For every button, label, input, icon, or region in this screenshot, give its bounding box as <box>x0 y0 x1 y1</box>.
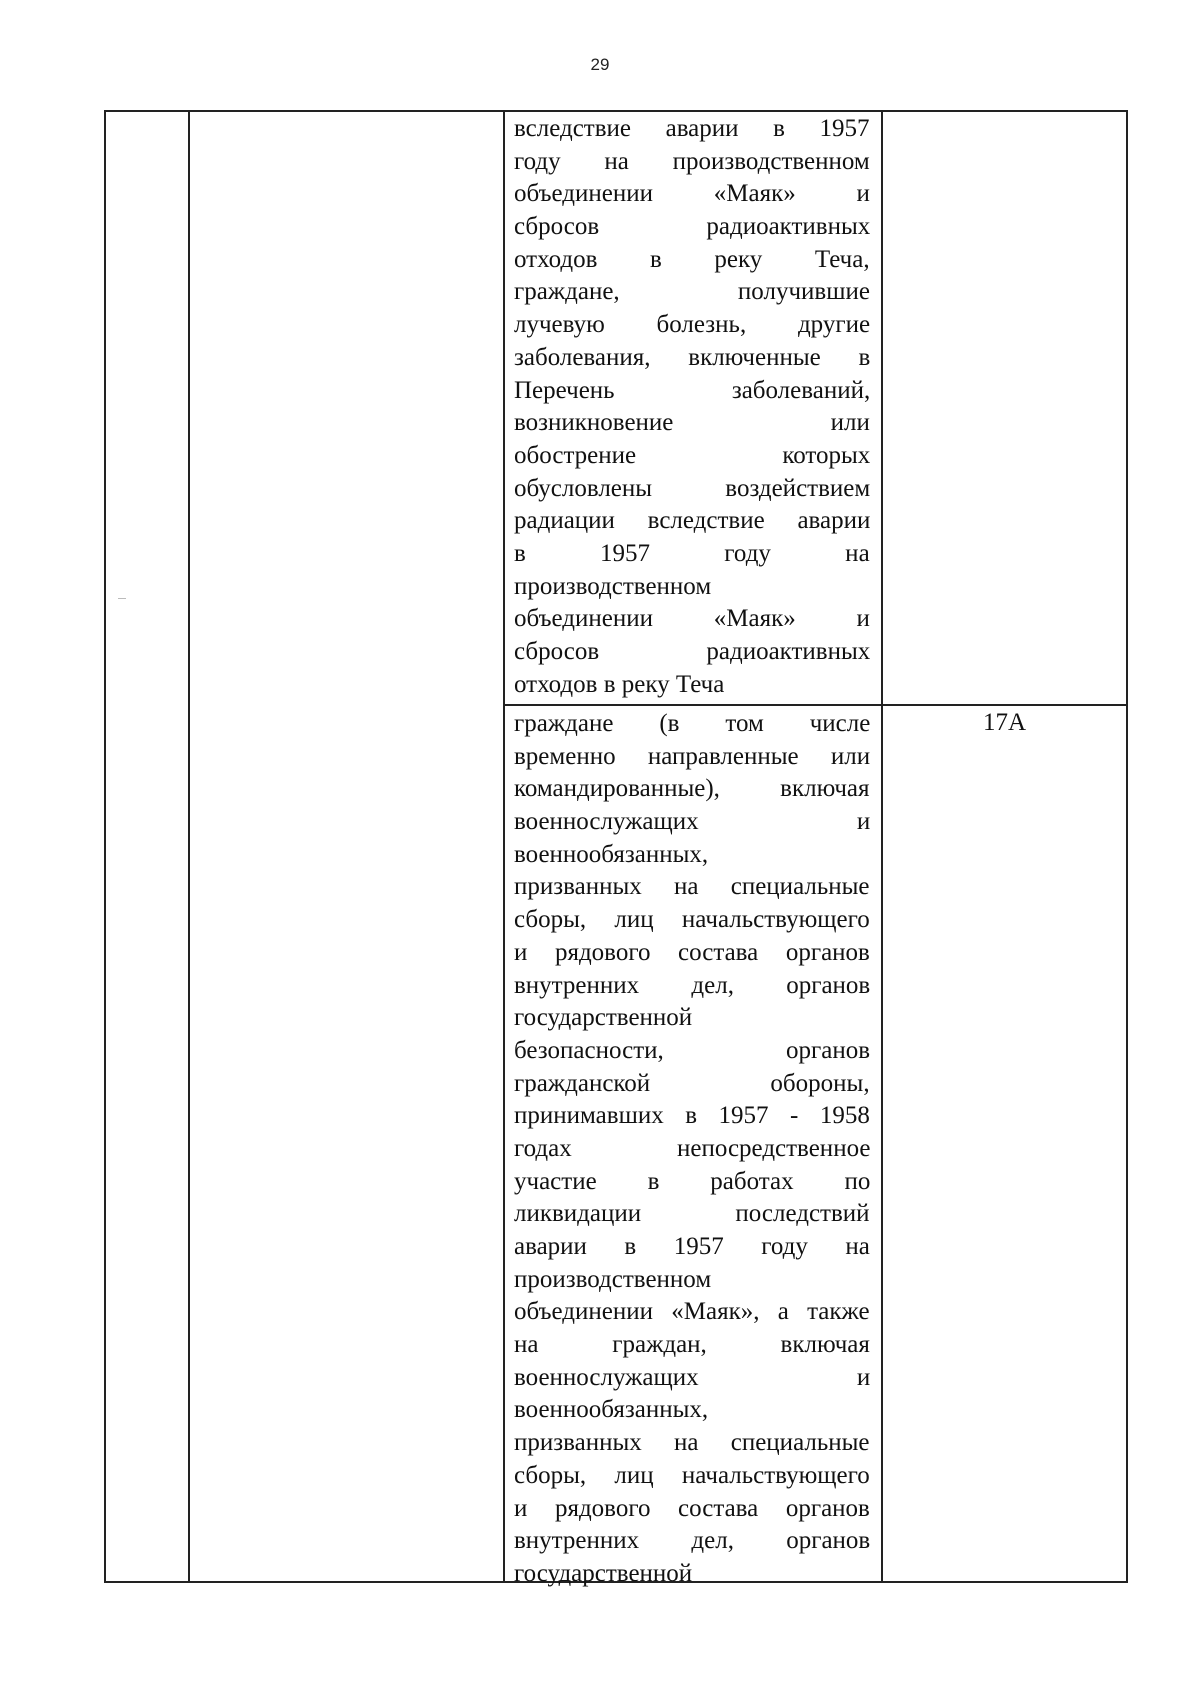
table-border-right <box>1126 110 1128 1582</box>
text-line: производственном <box>514 1265 712 1293</box>
document-table <box>104 110 1128 1587</box>
text-line: военнообязанных, <box>514 840 709 868</box>
text-line: военнослужащих и <box>514 808 871 836</box>
text-line: лучевую болезнь, другие <box>514 311 871 339</box>
text-line: государственной <box>514 1559 693 1587</box>
table-rule-col2 <box>503 110 505 1582</box>
text-line: и рядового состава органов <box>514 1494 870 1522</box>
text-line: ликвидации последствий <box>514 1200 870 1228</box>
text-line: военнослужащих и <box>514 1363 871 1391</box>
row-2-description <box>514 708 870 1591</box>
text-line: заболевания, включенные в <box>514 343 871 371</box>
text-line: объединении «Маяк», а также <box>514 1298 870 1326</box>
text-line: принимавших в 1957 - 1958 <box>514 1102 870 1130</box>
text-line: производственном <box>514 572 712 600</box>
text-line: граждане, получившие <box>514 278 870 306</box>
text-line: внутренних дел, органов <box>514 1527 871 1555</box>
text-line: участие в работах по <box>514 1167 871 1195</box>
text-line: граждане (в том числе <box>514 710 871 737</box>
row-divider <box>503 704 1128 706</box>
text-line: объединении «Маяк» и <box>514 180 870 208</box>
text-line: внутренних дел, органов <box>514 971 871 999</box>
table-rule-col3 <box>881 110 883 1582</box>
text-line: годах непосредственное <box>514 1134 871 1162</box>
text-line: вследствие аварии в 1957 <box>514 115 870 142</box>
text-line: радиации вследствие аварии <box>514 507 871 535</box>
text-line: призванных на специальные <box>514 1429 870 1457</box>
text-line: обусловлены воздействием <box>514 474 871 502</box>
text-line: сбросов радиоактивных <box>514 638 871 665</box>
text-line: на граждан, включая <box>514 1331 870 1359</box>
text-line: возникновение или <box>514 409 870 437</box>
row-1-description <box>514 113 870 701</box>
text-line: в 1957 году на <box>514 539 870 567</box>
text-line: сборы, лиц начальствующего <box>514 906 870 934</box>
text-line: военнообязанных, <box>514 1396 709 1424</box>
text-line: и рядового состава органов <box>514 938 870 966</box>
text-line: аварии в 1957 году на <box>514 1233 870 1260</box>
text-line: объединении «Маяк» и <box>514 605 870 633</box>
row-2-code: 17А <box>982 709 1027 736</box>
text-line: отходов в реку Теча, <box>514 245 870 273</box>
text-line: обострение которых <box>514 441 871 469</box>
text-line: безопасности, органов <box>514 1036 871 1064</box>
table-border-top <box>104 110 1128 112</box>
table-border-left <box>104 110 106 1582</box>
table-rule-col1 <box>188 110 190 1582</box>
text-line: призванных на специальные <box>514 873 870 901</box>
text-line: временно направленные или <box>514 742 871 770</box>
text-line: году на производственном <box>514 147 870 175</box>
text-line: Перечень заболеваний, <box>514 376 871 404</box>
text-line: гражданской обороны, <box>514 1069 870 1097</box>
text-line: государственной <box>514 1004 693 1032</box>
page-number: 29 <box>590 55 610 74</box>
text-line: отходов в реку Теча <box>514 670 725 698</box>
text-line: сбросов радиоактивных <box>514 213 871 241</box>
text-line: сборы, лиц начальствующего <box>514 1461 870 1489</box>
text-line: командированные), включая <box>514 775 870 803</box>
